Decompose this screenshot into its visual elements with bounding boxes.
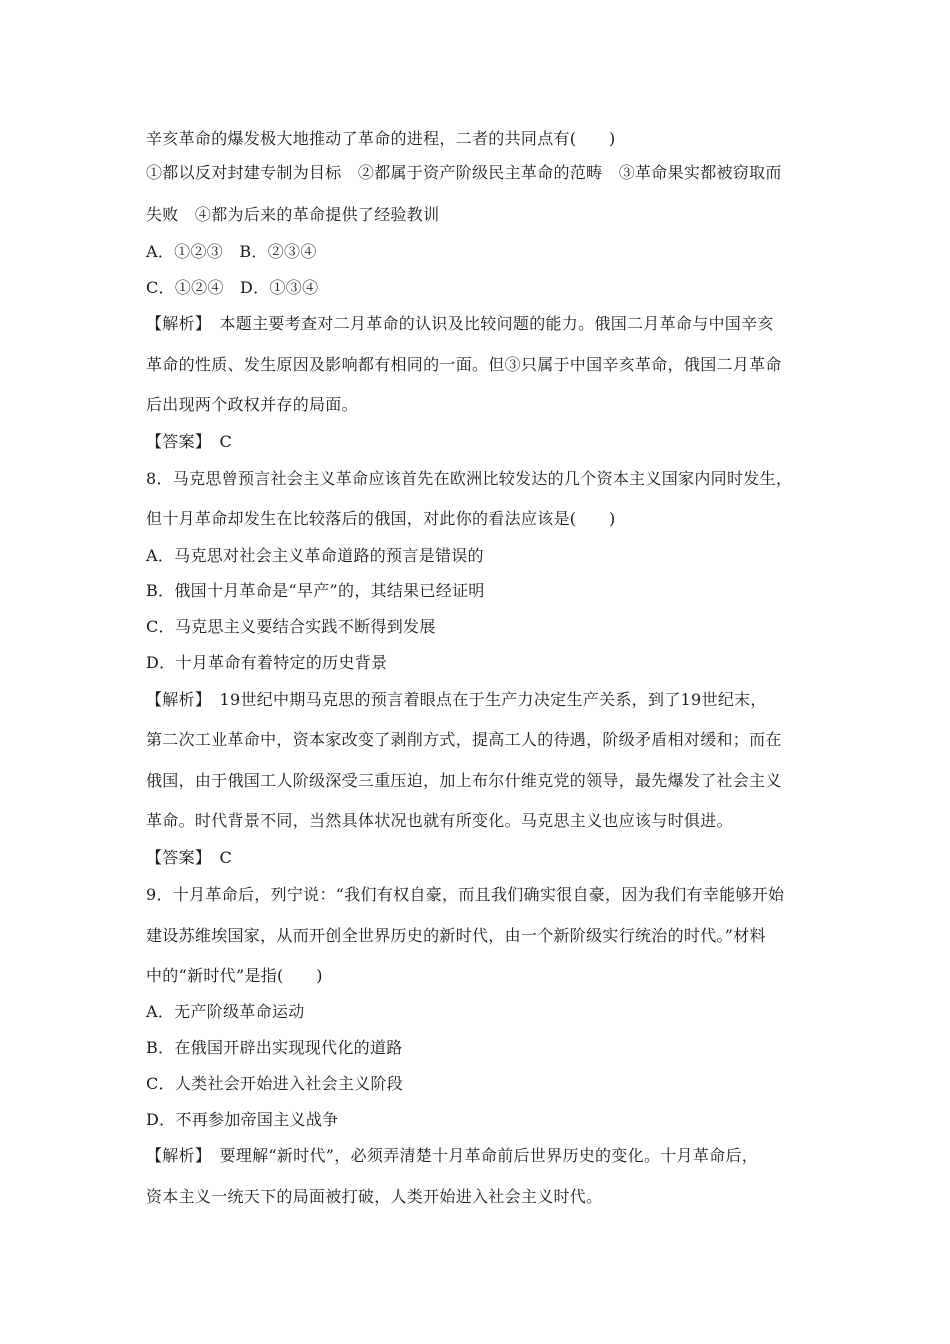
question-7-options-cd: C．①②④ D．①③④ xyxy=(146,278,319,297)
question-9-analysis-line: 资本主义一统天下的局面被打破，人类开始进入社会主义时代。 xyxy=(146,1187,603,1206)
question-7-stem-line: 辛亥革命的爆发极大地推动了革命的进程，二者的共同点有( ) xyxy=(146,129,616,148)
question-7-analysis-line: 后出现两个政权并存的局面。 xyxy=(146,395,358,414)
question-9-analysis-line: 【解析】 要理解“新时代”，必须弄清楚十月革命前后世界历史的变化。十月革命后， xyxy=(146,1146,759,1165)
question-8-answer: 【答案】 C xyxy=(146,848,233,867)
question-8-option-d: D．十月革命有着特定的历史背景 xyxy=(146,653,388,672)
question-7-analysis-line: 革命的性质、发生原因及影响都有相同的一面。但③只属于中国辛亥革命，俄国二月革命 xyxy=(146,355,782,374)
question-9-option-a: A．无产阶级革命运动 xyxy=(146,1002,305,1021)
question-7-answer: 【答案】 C xyxy=(146,432,233,451)
question-8-stem-line: 但十月革命却发生在比较落后的俄国，对此你的看法应该是( ) xyxy=(146,509,616,528)
question-9-option-b: B．在俄国开辟出实现现代化的道路 xyxy=(146,1038,403,1057)
question-7-options-ab: A．①②③ B．②③④ xyxy=(146,242,317,261)
question-8-option-c: C．马克思主义要结合实践不断得到发展 xyxy=(146,617,436,636)
question-8-analysis-line: 革命。时代背景不同，当然具体状况也就有所变化。马克思主义也应该与时俱进。 xyxy=(146,811,733,830)
question-7-statements-line: 失败 ④都为后来的革命提供了经验教训 xyxy=(146,205,440,224)
question-9-option-c: C．人类社会开始进入社会主义阶段 xyxy=(146,1074,404,1093)
question-9-stem-line: 中的“新时代”是指( ) xyxy=(146,966,323,985)
question-7-analysis-line: 【解析】 本题主要考查对二月革命的认识及比较问题的能力。俄国二月革命与中国辛亥 xyxy=(146,314,774,333)
question-7-statements-line: ①都以反对封建专制为目标 ②都属于资产阶级民主革命的范畴 ③革命果实都被窃取而 xyxy=(146,163,782,182)
question-9-stem-line: 建设苏维埃国家，从而开创全世界历史的新时代，由一个新阶级实行统治的时代。”材料 xyxy=(146,926,766,945)
question-8-stem-line: 8．马克思曾预言社会主义革命应该首先在欧洲比较发达的几个资本主义国家内同时发生， xyxy=(146,469,793,488)
question-8-option-b: B．俄国十月革命是“早产”的，其结果已经证明 xyxy=(146,581,485,600)
question-8-analysis-line: 第二次工业革命中，资本家改变了剥削方式，提高工人的待遇，阶级矛盾相对缓和；而在 xyxy=(146,730,782,749)
question-8-analysis-line: 【解析】 19世纪中期马克思的预言着眼点在于生产力决定生产关系，到了19世纪末， xyxy=(146,690,767,709)
question-8-analysis-line: 俄国，由于俄国工人阶级深受三重压迫，加上布尔什维克党的领导，最先爆发了社会主义 xyxy=(146,771,782,790)
question-8-option-a: A．马克思对社会主义革命道路的预言是错误的 xyxy=(146,546,484,565)
question-9-stem-line: 9．十月革命后，列宁说：“我们有权自豪，而且我们确实很自豪，因为我们有幸能够开始 xyxy=(146,885,785,904)
question-9-option-d: D．不再参加帝国主义战争 xyxy=(146,1110,339,1129)
